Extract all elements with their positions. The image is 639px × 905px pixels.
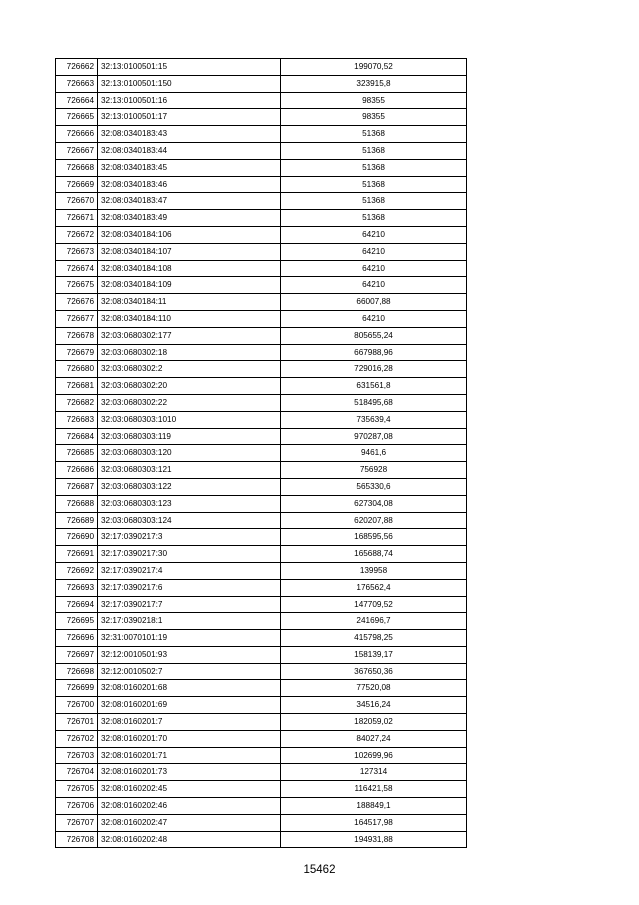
value-cell: 176562,4 bbox=[281, 579, 467, 596]
row-id-cell: 726674 bbox=[56, 260, 98, 277]
value-cell: 199070,52 bbox=[281, 59, 467, 76]
row-id-cell: 726672 bbox=[56, 226, 98, 243]
row-id-cell: 726676 bbox=[56, 294, 98, 311]
value-cell: 98355 bbox=[281, 109, 467, 126]
value-cell: 627304,08 bbox=[281, 495, 467, 512]
value-cell: 77520,08 bbox=[281, 680, 467, 697]
row-id-cell: 726698 bbox=[56, 663, 98, 680]
value-cell: 64210 bbox=[281, 243, 467, 260]
table-row bbox=[56, 630, 467, 647]
cadastral-number-cell: 32:08:0160201:73 bbox=[98, 764, 281, 781]
cadastral-number-cell: 32:08:0340183:45 bbox=[98, 159, 281, 176]
row-id-cell: 726687 bbox=[56, 478, 98, 495]
cadastral-number-cell: 32:03:0680302:2 bbox=[98, 361, 281, 378]
row-id-cell: 726696 bbox=[56, 630, 98, 647]
table-row bbox=[56, 394, 467, 411]
cadastral-number-cell: 32:17:0390217:30 bbox=[98, 546, 281, 563]
table-row bbox=[56, 193, 467, 210]
value-cell: 147709,52 bbox=[281, 596, 467, 613]
table-row bbox=[56, 646, 467, 663]
value-cell: 51368 bbox=[281, 193, 467, 210]
value-cell: 127314 bbox=[281, 764, 467, 781]
table-row bbox=[56, 142, 467, 159]
value-cell: 565330,6 bbox=[281, 478, 467, 495]
table-row bbox=[56, 126, 467, 143]
value-cell: 194931,88 bbox=[281, 831, 467, 848]
value-cell: 631561,8 bbox=[281, 378, 467, 395]
cadastral-number-cell: 32:17:0390217:4 bbox=[98, 562, 281, 579]
value-cell: 98355 bbox=[281, 92, 467, 109]
value-cell: 168595,56 bbox=[281, 529, 467, 546]
cadastral-number-cell: 32:17:0390218:1 bbox=[98, 613, 281, 630]
table-row bbox=[56, 478, 467, 495]
row-id-cell: 726699 bbox=[56, 680, 98, 697]
value-cell: 323915,8 bbox=[281, 75, 467, 92]
value-cell: 667988,96 bbox=[281, 344, 467, 361]
page-number: 15462 bbox=[303, 864, 336, 876]
cadastral-number-cell: 32:12:0010502:7 bbox=[98, 663, 281, 680]
row-id-cell: 726675 bbox=[56, 277, 98, 294]
value-cell: 620207,88 bbox=[281, 512, 467, 529]
row-id-cell: 726684 bbox=[56, 428, 98, 445]
cadastral-number-cell: 32:08:0340183:47 bbox=[98, 193, 281, 210]
value-cell: 51368 bbox=[281, 126, 467, 143]
row-id-cell: 726707 bbox=[56, 814, 98, 831]
value-cell: 51368 bbox=[281, 210, 467, 227]
value-cell: 164517,98 bbox=[281, 814, 467, 831]
value-cell: 165688,74 bbox=[281, 546, 467, 563]
cadastral-number-cell: 32:17:0390217:7 bbox=[98, 596, 281, 613]
table-row bbox=[56, 243, 467, 260]
table-row bbox=[56, 327, 467, 344]
cadastral-number-cell: 32:17:0390217:6 bbox=[98, 579, 281, 596]
cadastral-number-cell: 32:08:0160201:69 bbox=[98, 697, 281, 714]
cadastral-number-cell: 32:08:0160202:47 bbox=[98, 814, 281, 831]
row-id-cell: 726679 bbox=[56, 344, 98, 361]
row-id-cell: 726671 bbox=[56, 210, 98, 227]
row-id-cell: 726668 bbox=[56, 159, 98, 176]
value-cell: 518495,68 bbox=[281, 394, 467, 411]
row-id-cell: 726681 bbox=[56, 378, 98, 395]
row-id-cell: 726691 bbox=[56, 546, 98, 563]
row-id-cell: 726663 bbox=[56, 75, 98, 92]
row-id-cell: 726697 bbox=[56, 646, 98, 663]
row-id-cell: 726669 bbox=[56, 176, 98, 193]
table-row bbox=[56, 596, 467, 613]
cadastral-number-cell: 32:08:0340184:109 bbox=[98, 277, 281, 294]
table-row bbox=[56, 92, 467, 109]
row-id-cell: 726695 bbox=[56, 613, 98, 630]
value-cell: 64210 bbox=[281, 260, 467, 277]
value-cell: 188849,1 bbox=[281, 798, 467, 815]
cadastral-number-cell: 32:03:0680303:120 bbox=[98, 445, 281, 462]
cadastral-number-cell: 32:08:0340184:110 bbox=[98, 310, 281, 327]
table-row bbox=[56, 344, 467, 361]
table-row bbox=[56, 562, 467, 579]
table-row bbox=[56, 310, 467, 327]
cadastral-number-cell: 32:03:0680302:177 bbox=[98, 327, 281, 344]
table-row bbox=[56, 814, 467, 831]
row-id-cell: 726692 bbox=[56, 562, 98, 579]
row-id-cell: 726682 bbox=[56, 394, 98, 411]
table-row bbox=[56, 445, 467, 462]
cadastral-number-cell: 32:08:0160201:70 bbox=[98, 730, 281, 747]
value-cell: 66007,88 bbox=[281, 294, 467, 311]
row-id-cell: 726685 bbox=[56, 445, 98, 462]
row-id-cell: 726665 bbox=[56, 109, 98, 126]
value-cell: 182059,02 bbox=[281, 714, 467, 731]
value-cell: 729016,28 bbox=[281, 361, 467, 378]
row-id-cell: 726706 bbox=[56, 798, 98, 815]
cadastral-number-cell: 32:03:0680303:123 bbox=[98, 495, 281, 512]
row-id-cell: 726677 bbox=[56, 310, 98, 327]
value-cell: 735639,4 bbox=[281, 411, 467, 428]
cadastral-number-cell: 32:13:0100501:150 bbox=[98, 75, 281, 92]
cadastral-number-cell: 32:13:0100501:17 bbox=[98, 109, 281, 126]
row-id-cell: 726702 bbox=[56, 730, 98, 747]
row-id-cell: 726680 bbox=[56, 361, 98, 378]
value-cell: 51368 bbox=[281, 176, 467, 193]
table-row bbox=[56, 781, 467, 798]
table-row bbox=[56, 546, 467, 563]
table-row bbox=[56, 260, 467, 277]
table-row bbox=[56, 529, 467, 546]
cadastral-number-cell: 32:08:0340183:43 bbox=[98, 126, 281, 143]
value-cell: 51368 bbox=[281, 142, 467, 159]
table-row bbox=[56, 428, 467, 445]
value-cell: 64210 bbox=[281, 226, 467, 243]
cadastral-number-cell: 32:08:0160202:45 bbox=[98, 781, 281, 798]
row-id-cell: 726686 bbox=[56, 462, 98, 479]
cadastral-number-cell: 32:08:0340183:44 bbox=[98, 142, 281, 159]
row-id-cell: 726693 bbox=[56, 579, 98, 596]
row-id-cell: 726705 bbox=[56, 781, 98, 798]
value-cell: 84027,24 bbox=[281, 730, 467, 747]
table-row bbox=[56, 176, 467, 193]
cadastral-number-cell: 32:03:0680303:124 bbox=[98, 512, 281, 529]
row-id-cell: 726694 bbox=[56, 596, 98, 613]
table-row bbox=[56, 159, 467, 176]
value-cell: 241696,7 bbox=[281, 613, 467, 630]
cadastral-number-cell: 32:03:0680302:18 bbox=[98, 344, 281, 361]
table-row bbox=[56, 613, 467, 630]
cadastral-number-cell: 32:03:0680302:20 bbox=[98, 378, 281, 395]
table-row bbox=[56, 226, 467, 243]
row-id-cell: 726678 bbox=[56, 327, 98, 344]
cadastral-number-cell: 32:08:0340184:11 bbox=[98, 294, 281, 311]
value-cell: 64210 bbox=[281, 310, 467, 327]
value-cell: 102699,96 bbox=[281, 747, 467, 764]
cadastral-number-cell: 32:03:0680303:121 bbox=[98, 462, 281, 479]
cadastral-value-table bbox=[55, 58, 467, 848]
row-id-cell: 726662 bbox=[56, 59, 98, 76]
cadastral-number-cell: 32:17:0390217:3 bbox=[98, 529, 281, 546]
cadastral-number-cell: 32:12:0010501:93 bbox=[98, 646, 281, 663]
table-row bbox=[56, 798, 467, 815]
cadastral-number-cell: 32:08:0340184:108 bbox=[98, 260, 281, 277]
table-row bbox=[56, 277, 467, 294]
cadastral-number-cell: 32:08:0340184:107 bbox=[98, 243, 281, 260]
cadastral-number-cell: 32:03:0680303:1010 bbox=[98, 411, 281, 428]
table-row bbox=[56, 730, 467, 747]
row-id-cell: 726673 bbox=[56, 243, 98, 260]
row-id-cell: 726690 bbox=[56, 529, 98, 546]
cadastral-number-cell: 32:08:0340183:46 bbox=[98, 176, 281, 193]
table-row bbox=[56, 512, 467, 529]
row-id-cell: 726688 bbox=[56, 495, 98, 512]
table-row bbox=[56, 210, 467, 227]
value-cell: 34516,24 bbox=[281, 697, 467, 714]
row-id-cell: 726667 bbox=[56, 142, 98, 159]
table-row bbox=[56, 747, 467, 764]
cadastral-number-cell: 32:13:0100501:15 bbox=[98, 59, 281, 76]
cadastral-number-cell: 32:31:0070101:19 bbox=[98, 630, 281, 647]
row-id-cell: 726700 bbox=[56, 697, 98, 714]
value-cell: 970287,08 bbox=[281, 428, 467, 445]
value-cell: 51368 bbox=[281, 159, 467, 176]
table-row bbox=[56, 378, 467, 395]
value-cell: 367650,36 bbox=[281, 663, 467, 680]
value-cell: 415798,25 bbox=[281, 630, 467, 647]
table-row bbox=[56, 109, 467, 126]
row-id-cell: 726683 bbox=[56, 411, 98, 428]
table-row bbox=[56, 764, 467, 781]
table-row bbox=[56, 361, 467, 378]
table-row bbox=[56, 294, 467, 311]
cadastral-number-cell: 32:08:0160202:48 bbox=[98, 831, 281, 848]
row-id-cell: 726703 bbox=[56, 747, 98, 764]
cadastral-number-cell: 32:08:0340184:106 bbox=[98, 226, 281, 243]
row-id-cell: 726670 bbox=[56, 193, 98, 210]
cadastral-number-cell: 32:08:0160201:68 bbox=[98, 680, 281, 697]
table-row bbox=[56, 579, 467, 596]
table-row bbox=[56, 831, 467, 848]
table-row bbox=[56, 663, 467, 680]
cadastral-number-cell: 32:08:0160201:7 bbox=[98, 714, 281, 731]
value-cell: 9461,6 bbox=[281, 445, 467, 462]
value-cell: 756928 bbox=[281, 462, 467, 479]
cadastral-number-cell: 32:08:0160201:71 bbox=[98, 747, 281, 764]
value-cell: 64210 bbox=[281, 277, 467, 294]
cadastral-number-cell: 32:03:0680303:122 bbox=[98, 478, 281, 495]
row-id-cell: 726689 bbox=[56, 512, 98, 529]
table-body bbox=[56, 59, 467, 848]
cadastral-number-cell: 32:03:0680303:119 bbox=[98, 428, 281, 445]
cadastral-number-cell: 32:03:0680302:22 bbox=[98, 394, 281, 411]
value-cell: 805655,24 bbox=[281, 327, 467, 344]
row-id-cell: 726666 bbox=[56, 126, 98, 143]
table-row bbox=[56, 75, 467, 92]
value-cell: 139958 bbox=[281, 562, 467, 579]
row-id-cell: 726701 bbox=[56, 714, 98, 731]
table-row bbox=[56, 411, 467, 428]
table-row bbox=[56, 59, 467, 76]
row-id-cell: 726704 bbox=[56, 764, 98, 781]
value-cell: 116421,58 bbox=[281, 781, 467, 798]
table-row bbox=[56, 462, 467, 479]
cadastral-number-cell: 32:13:0100501:16 bbox=[98, 92, 281, 109]
row-id-cell: 726708 bbox=[56, 831, 98, 848]
value-cell: 158139,17 bbox=[281, 646, 467, 663]
cadastral-number-cell: 32:08:0160202:46 bbox=[98, 798, 281, 815]
table-row bbox=[56, 697, 467, 714]
table-row bbox=[56, 680, 467, 697]
row-id-cell: 726664 bbox=[56, 92, 98, 109]
table-row bbox=[56, 495, 467, 512]
cadastral-number-cell: 32:08:0340183:49 bbox=[98, 210, 281, 227]
table-row bbox=[56, 714, 467, 731]
